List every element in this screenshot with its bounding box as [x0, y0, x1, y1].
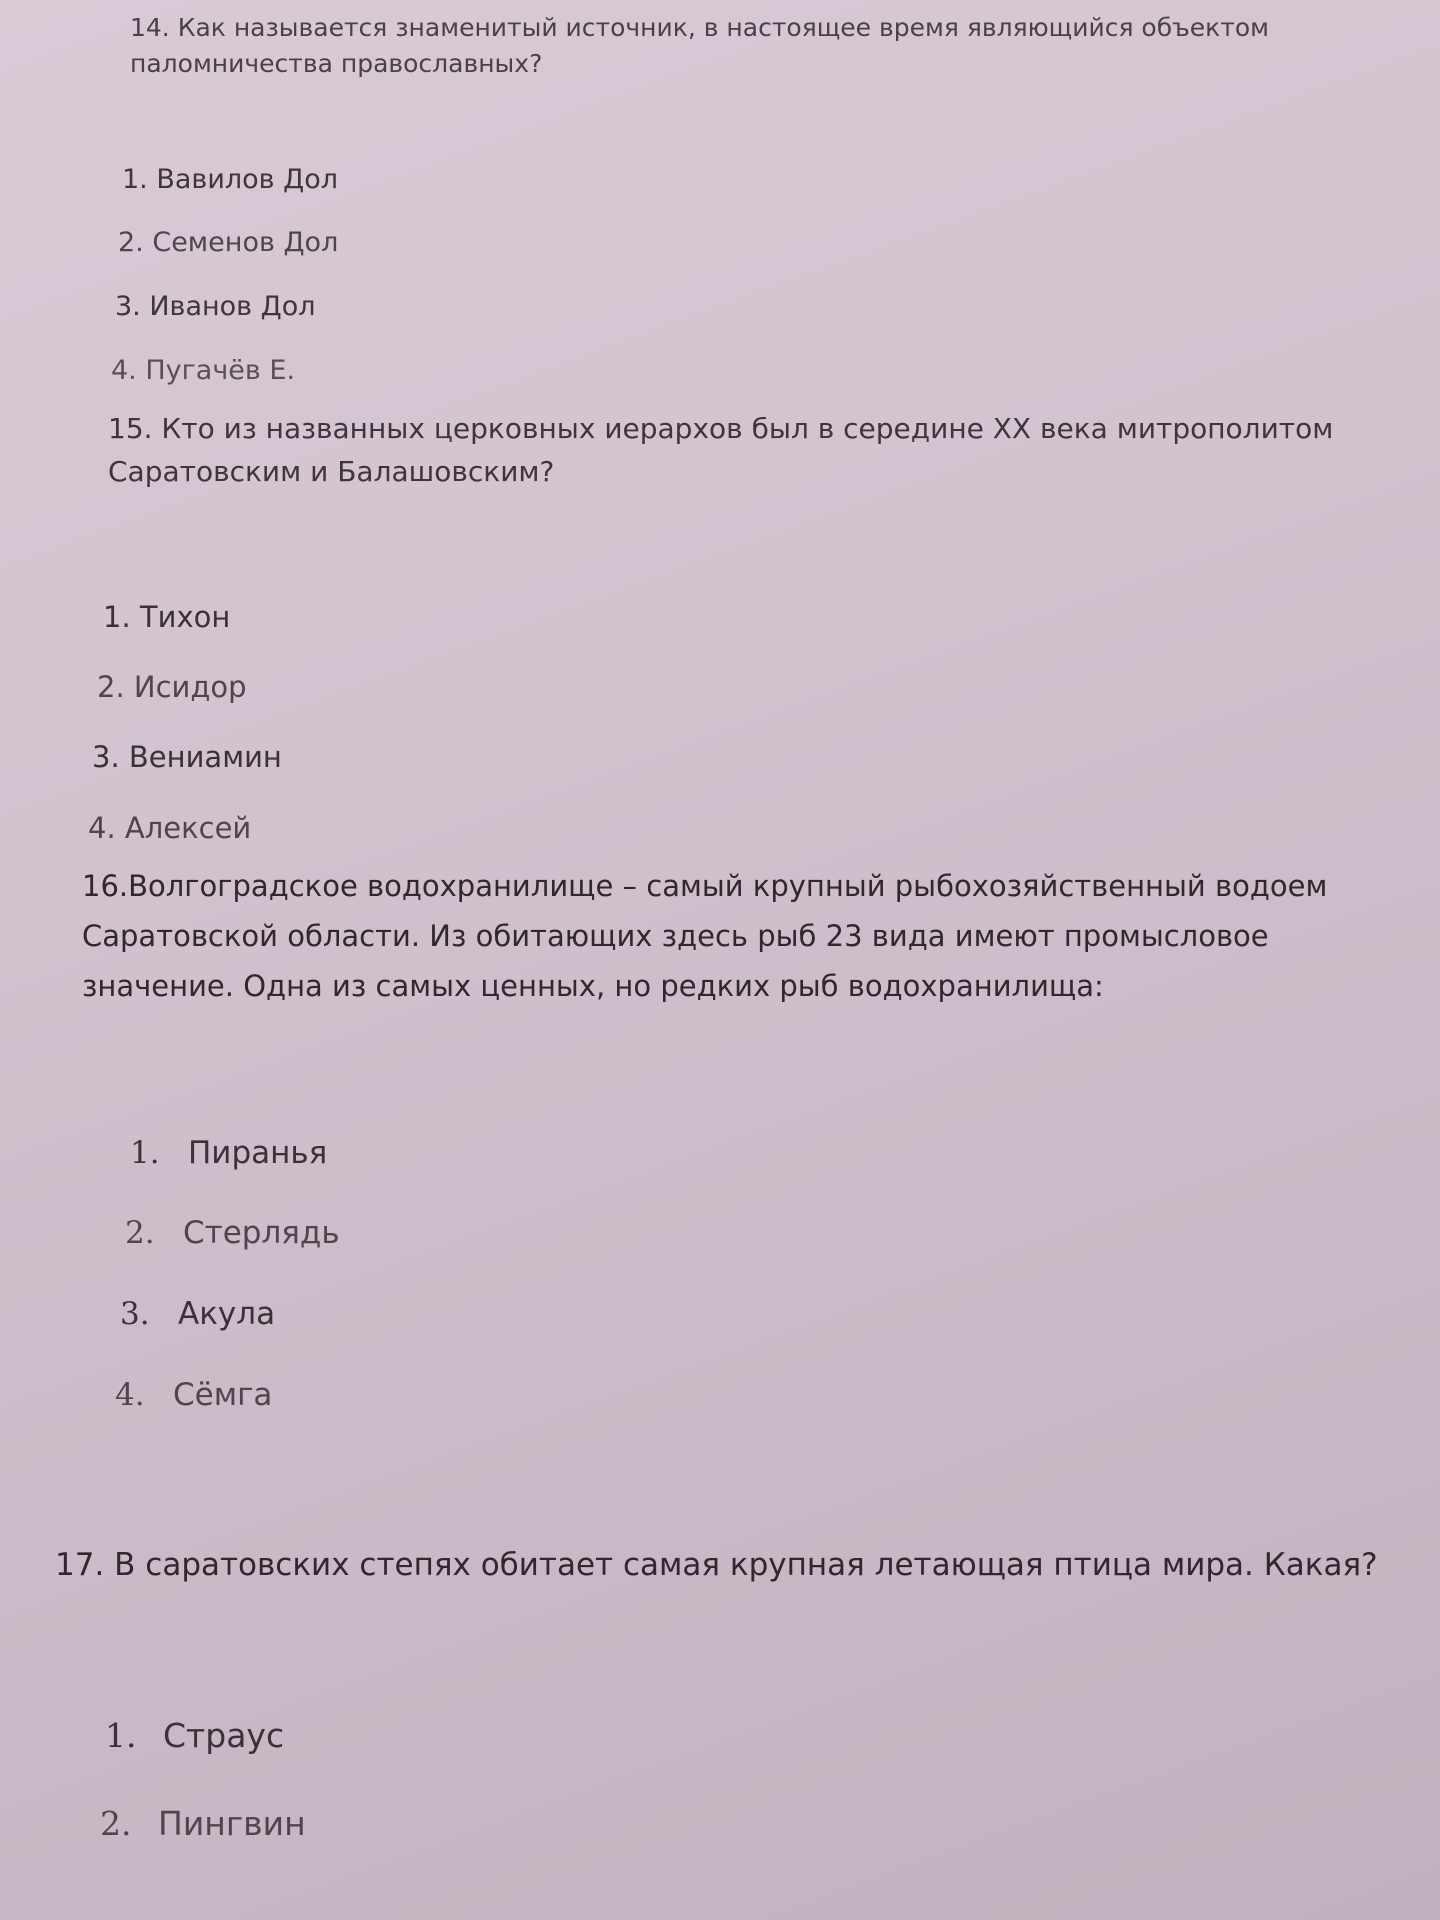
- option-number: 2.: [125, 1215, 155, 1251]
- question-17-text: 17. В саратовских степях обитает самая крупная летающая птица мира. Какая?: [55, 1547, 1378, 1583]
- question-16-option-1: [130, 1135, 327, 1171]
- question-16-option-3: [120, 1296, 275, 1332]
- question-17-option-2: [100, 1804, 306, 1843]
- question-17-option-1: [105, 1716, 284, 1755]
- option-number: 1.: [105, 1716, 137, 1755]
- option-label: Стерлядь: [183, 1215, 340, 1251]
- question-15-option-4: 4. Алексей: [88, 811, 252, 845]
- question-15-option-2: 2. Исидор: [97, 670, 247, 704]
- option-label: Сёмга: [173, 1377, 273, 1413]
- question-15-option-1: 1. Тихон: [103, 600, 231, 634]
- question-16-option-4: [115, 1377, 272, 1413]
- question-14-option-3: 3. Иванов Дол: [115, 291, 316, 322]
- question-14-option-1: 1. Вавилов Дол: [122, 164, 339, 195]
- option-label: Акула: [178, 1296, 276, 1332]
- option-label: Пингвин: [158, 1804, 306, 1843]
- option-number: 1.: [130, 1135, 160, 1171]
- question-16-option-2: [125, 1215, 340, 1251]
- question-14-option-4: 4. Пугачёв Е.: [111, 355, 296, 386]
- option-number: 4.: [115, 1377, 145, 1413]
- question-15-option-3: 3. Вениамин: [92, 740, 282, 774]
- question-14-option-2: 2. Семенов Дол: [118, 227, 339, 258]
- option-label: Страус: [163, 1716, 285, 1755]
- option-number: 3.: [120, 1296, 150, 1332]
- question-14-text: 14. Как называется знаменитый источник, в настоящее время являющийся объектом паломничества православных?: [130, 13, 1270, 79]
- question-16-text: 16.Волгоградское водохранилище – самый крупный рыбохозяйственный водоем Саратовской области. Из обитающих здесь рыб 23 вида имеют промысловое значение. Одна из самых ценных, но редких рыб водохранилища:: [82, 869, 1328, 1003]
- option-number: 2.: [100, 1804, 132, 1843]
- question-15-text: 15. Кто из названных церковных иерархов был в середине XX века митрополитом Саратовским и Балашовским?: [108, 412, 1334, 489]
- option-label: Пиранья: [188, 1135, 328, 1171]
